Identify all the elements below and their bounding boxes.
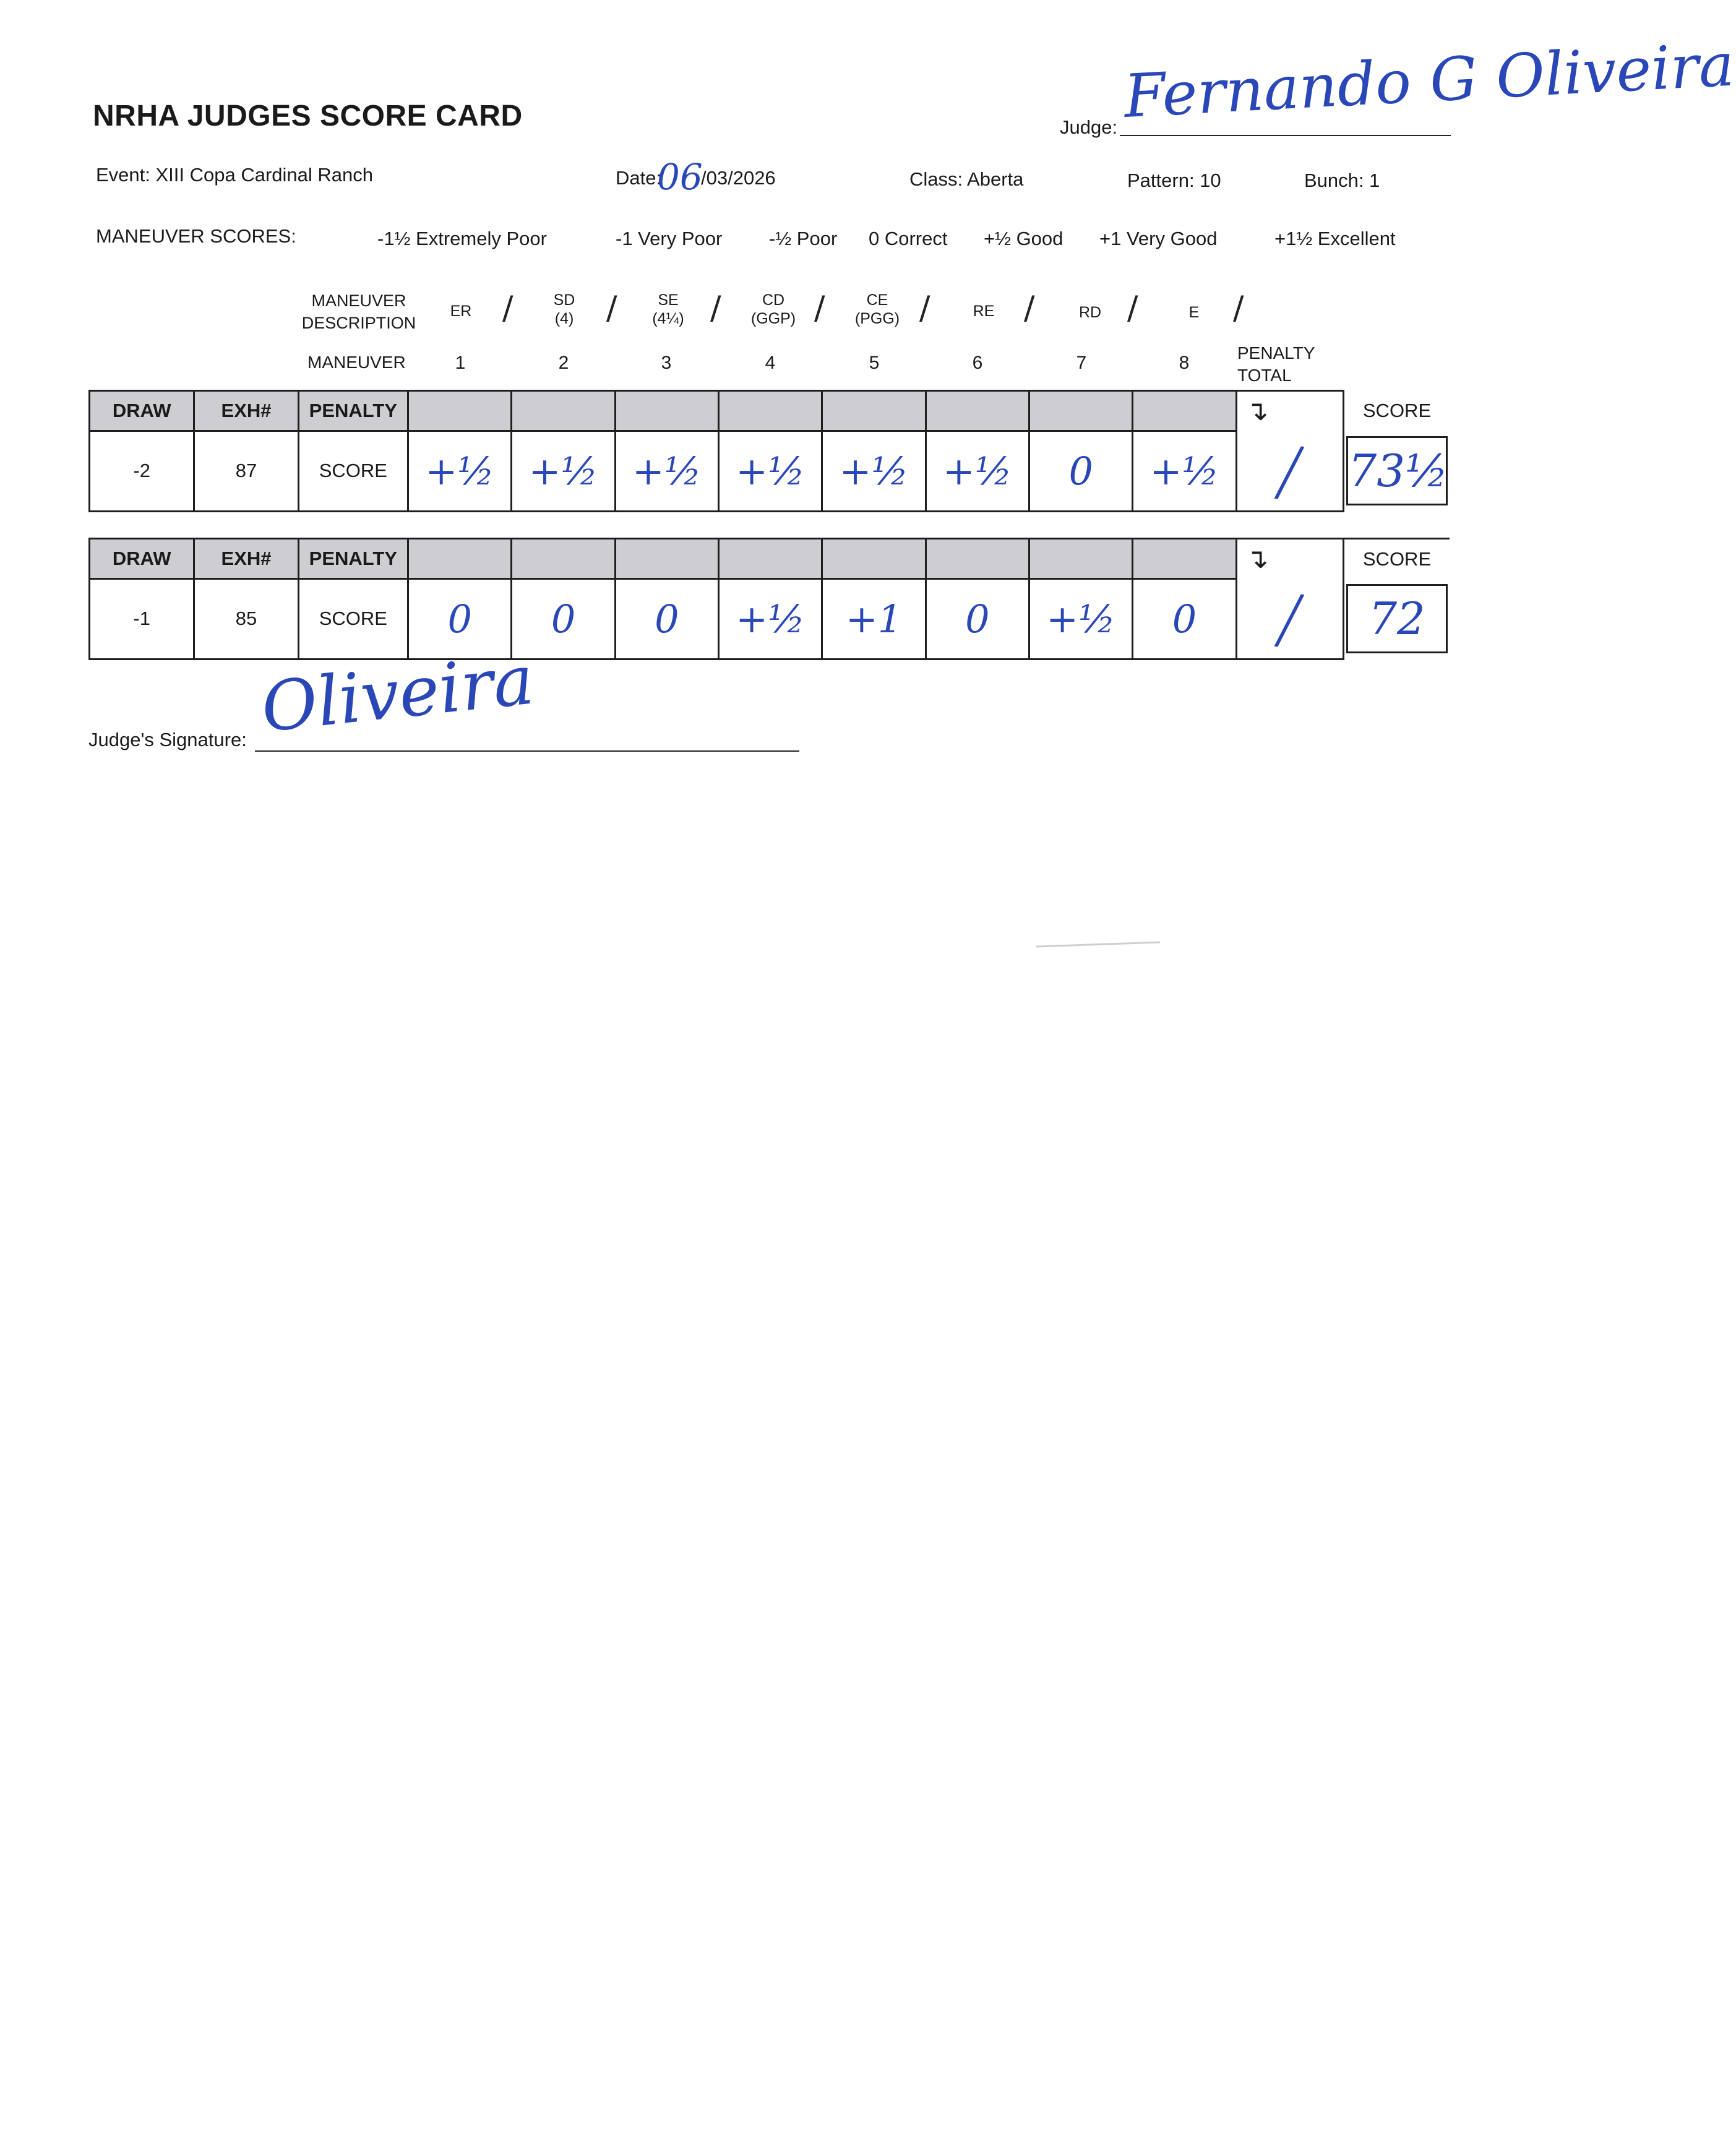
class-field: Class: Aberta — [909, 168, 1024, 190]
separator-slash: / — [606, 290, 617, 327]
scale-item: +1 Very Good — [1099, 228, 1218, 249]
maneuver-scores-label: MANEUVER SCORES: — [96, 225, 296, 247]
maneuver-code: SD (4) — [553, 291, 575, 327]
maneuver-score-4[interactable]: +½ — [719, 431, 822, 512]
penalty-total-label: PENALTY TOTAL — [1237, 343, 1315, 385]
maneuver-code: E — [1188, 304, 1200, 321]
scan-artifact — [1036, 942, 1160, 948]
maneuver-score-3[interactable]: +½ — [615, 431, 718, 512]
maneuver-number: 7 — [1076, 353, 1087, 373]
draw-value: -2 — [90, 431, 194, 512]
penalty-cell-4[interactable] — [719, 539, 822, 579]
date-label: Date: — [616, 167, 662, 189]
penalty-cell-1[interactable] — [408, 391, 512, 431]
score-row-label: SCORE — [298, 579, 408, 660]
maneuver-number: 1 — [455, 353, 466, 373]
scale-item: +½ Good — [984, 228, 1064, 249]
separator-slash: / — [814, 290, 825, 327]
separator-slash: / — [502, 290, 513, 327]
score-row-label: SCORE — [298, 431, 408, 512]
judge-name-handwritten: Fernando G Oliveira — [1122, 30, 1736, 132]
maneuver-score-5[interactable]: +½ — [822, 431, 926, 512]
draw-value: -1 — [90, 579, 194, 660]
penalty-cell-6[interactable] — [926, 539, 1029, 579]
penalty-cell-8[interactable] — [1133, 391, 1236, 431]
penalty-cell-3[interactable] — [615, 391, 718, 431]
exh-header: EXH# — [194, 539, 298, 579]
penalty-cell-5[interactable] — [822, 539, 926, 579]
penalty-total-value[interactable]: / — [1236, 579, 1343, 660]
penalty-cell-5[interactable] — [822, 391, 926, 431]
draw-header: DRAW — [90, 539, 194, 579]
maneuver-score-5[interactable]: +1 — [822, 579, 926, 660]
penalty-cell-7[interactable] — [1029, 391, 1133, 431]
penalty-total-value[interactable]: / — [1236, 431, 1343, 512]
maneuver-code: SE (4¼) — [652, 291, 684, 327]
penalty-header: PENALTY — [298, 391, 408, 431]
maneuver-number: 6 — [972, 353, 983, 373]
bunch-field: Bunch: 1 — [1304, 170, 1380, 191]
final-score-value: 73½ — [1346, 436, 1447, 505]
maneuver-score-6[interactable]: +½ — [926, 431, 1029, 512]
maneuver-score-2[interactable]: +½ — [512, 431, 615, 512]
maneuver-score-8[interactable]: 0 — [1133, 579, 1236, 660]
score-table-entry-1 — [88, 390, 1450, 512]
penalty-cell-1[interactable] — [408, 539, 512, 579]
separator-slash: / — [710, 290, 721, 327]
maneuver-number: 5 — [869, 353, 880, 373]
maneuver-number: 4 — [765, 353, 776, 373]
separator-slash: / — [1024, 290, 1035, 327]
exh-value: 85 — [194, 579, 298, 660]
scale-item: -½ Poor — [769, 228, 838, 249]
scale-item: -1½ Extremely Poor — [377, 228, 547, 249]
final-score-cell[interactable] — [1344, 579, 1450, 660]
signature-handwritten: Oliveira — [257, 640, 538, 747]
maneuver-code: ER — [450, 303, 472, 320]
maneuver-label: MANEUVER — [307, 353, 406, 372]
penalty-cell-8[interactable] — [1133, 539, 1236, 579]
score-table-entry-2 — [88, 538, 1450, 660]
judge-label: Judge: — [1060, 116, 1118, 138]
final-score-value: 72 — [1346, 584, 1447, 653]
penalty-arrow-icon: ↴ — [1236, 391, 1343, 431]
maneuver-score-1[interactable]: 0 — [408, 579, 512, 660]
maneuver-score-2[interactable]: 0 — [512, 579, 615, 660]
scale-item: +1½ Excellent — [1274, 228, 1396, 249]
maneuver-score-7[interactable]: 0 — [1029, 431, 1133, 512]
penalty-cell-2[interactable] — [512, 391, 615, 431]
maneuver-score-6[interactable]: 0 — [926, 579, 1029, 660]
judge-line — [1120, 135, 1451, 136]
maneuver-score-8[interactable]: +½ — [1133, 431, 1236, 512]
scale-item: 0 Correct — [869, 228, 948, 249]
penalty-cell-7[interactable] — [1029, 539, 1133, 579]
scale-item: -1 Very Poor — [616, 228, 723, 249]
score-header: SCORE — [1344, 391, 1450, 431]
maneuver-code: RD — [1078, 304, 1102, 321]
maneuver-number: 3 — [661, 353, 672, 373]
page-title: NRHA JUDGES SCORE CARD — [93, 100, 523, 132]
date-day-handwritten: 06 — [657, 156, 703, 198]
score-header: SCORE — [1344, 539, 1450, 579]
maneuver-score-3[interactable]: 0 — [615, 579, 718, 660]
maneuver-number: 2 — [558, 353, 569, 373]
maneuver-score-7[interactable]: +½ — [1029, 579, 1133, 660]
exh-header: EXH# — [194, 391, 298, 431]
maneuver-description-label: MANEUVER DESCRIPTION — [301, 291, 416, 332]
penalty-cell-4[interactable] — [719, 391, 822, 431]
pattern-field: Pattern: 10 — [1127, 170, 1221, 191]
penalty-cell-2[interactable] — [512, 539, 615, 579]
signature-line[interactable] — [255, 750, 799, 752]
penalty-arrow-icon: ↴ — [1236, 539, 1343, 579]
penalty-header: PENALTY — [298, 539, 408, 579]
signature-label: Judge's Signature: — [88, 729, 247, 750]
draw-header: DRAW — [90, 391, 194, 431]
maneuver-number: 8 — [1179, 353, 1190, 373]
exh-value: 87 — [194, 431, 298, 512]
penalty-cell-3[interactable] — [615, 539, 718, 579]
final-score-cell[interactable] — [1344, 431, 1450, 512]
maneuver-code: CE (PGG) — [854, 291, 900, 327]
maneuver-score-4[interactable]: +½ — [719, 579, 822, 660]
date-rest: /03/2026 — [701, 167, 776, 189]
maneuver-score-1[interactable]: +½ — [408, 431, 512, 512]
maneuver-code: RE — [973, 303, 995, 320]
separator-slash: / — [1127, 290, 1138, 327]
event-field: Event: XIII Copa Cardinal Ranch — [96, 164, 374, 186]
penalty-cell-6[interactable] — [926, 391, 1029, 431]
maneuver-code: CD (GGP) — [750, 291, 796, 327]
separator-slash: / — [919, 290, 930, 327]
separator-slash: / — [1233, 290, 1244, 327]
